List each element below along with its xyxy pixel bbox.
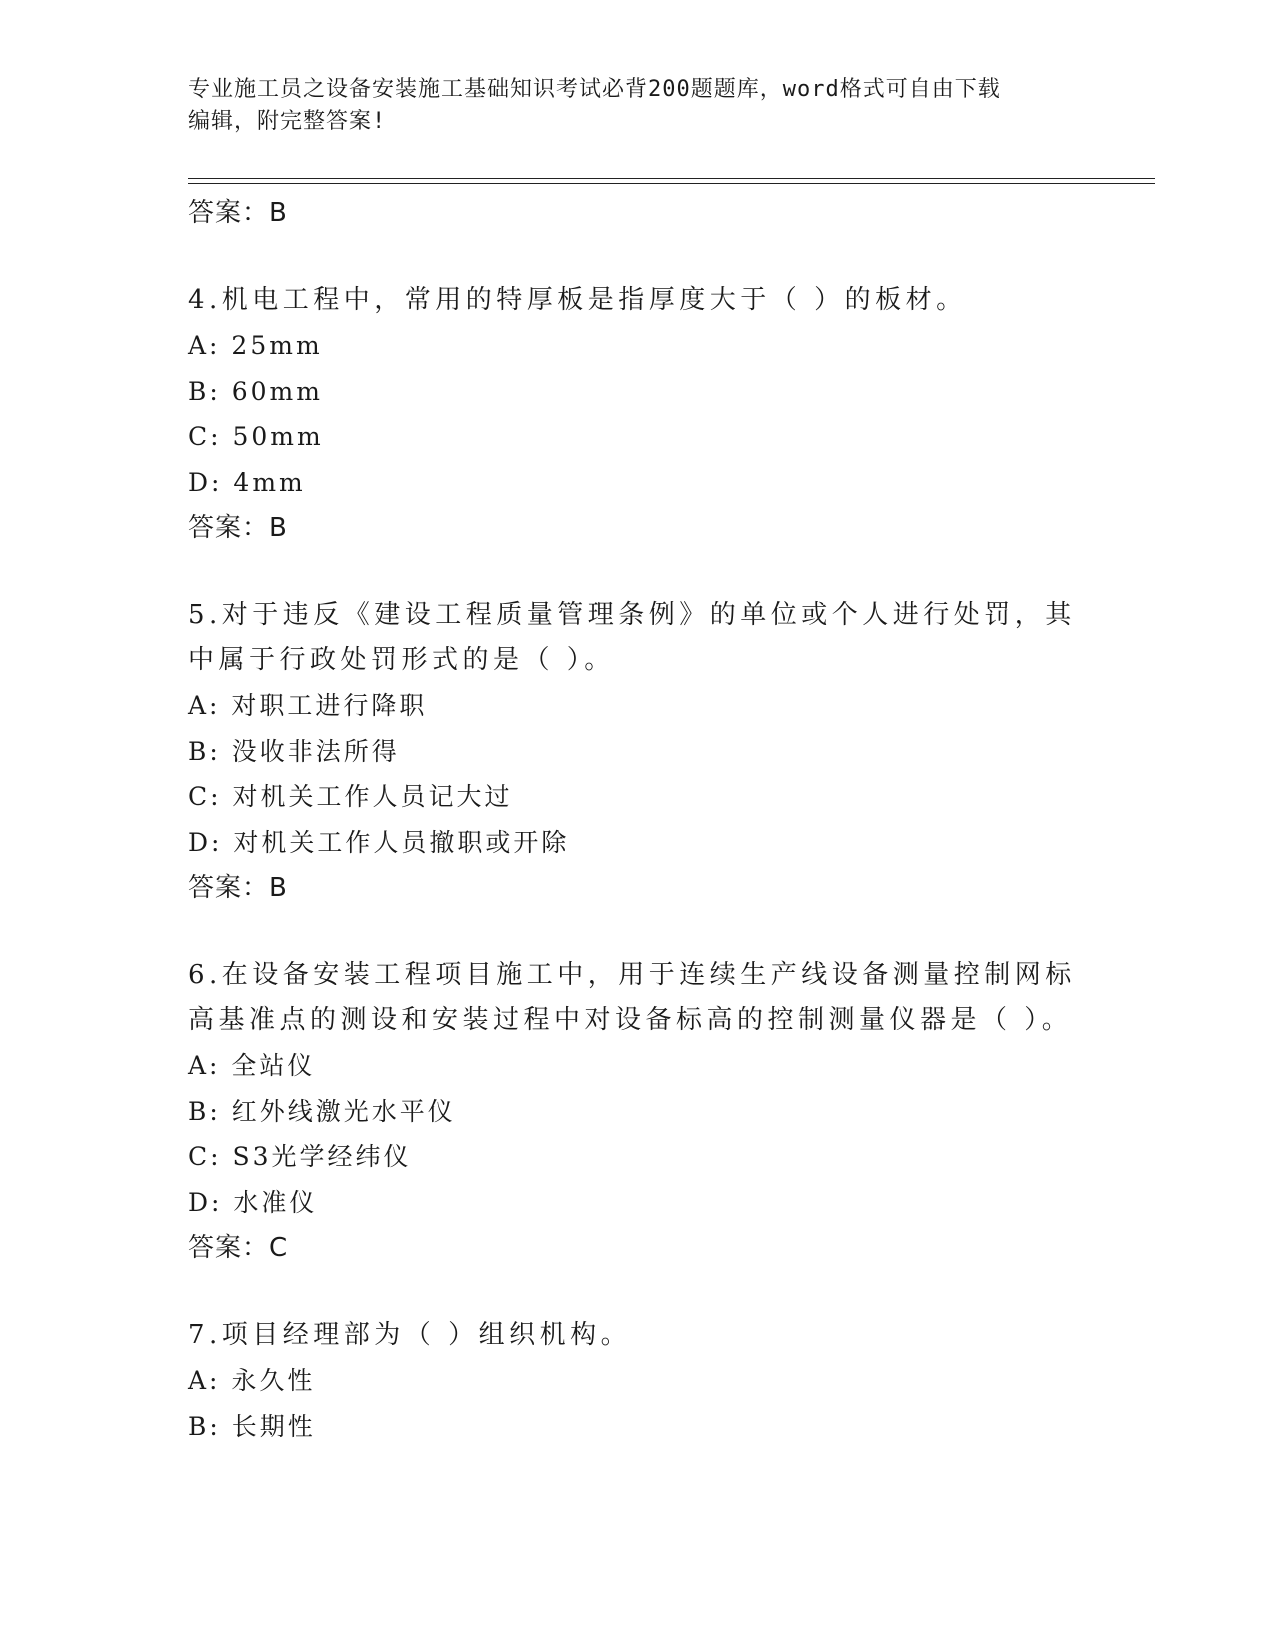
option-a: A: 全站仪 bbox=[188, 1051, 316, 1080]
option-b: B: 红外线激光水平仪 bbox=[188, 1096, 456, 1126]
question-4 bbox=[188, 278, 1088, 551]
answer-line: 答案：B bbox=[188, 873, 288, 903]
option-a: A: 永久性 bbox=[188, 1366, 316, 1395]
question-stem: 5.对于违反《建设工程质量管理条例》的单位或个人进行处罚，其中属于行政处罚形式的是（ ）。 bbox=[188, 600, 1076, 675]
option-c: C: S3光学经纬仪 bbox=[188, 1142, 412, 1171]
option-d: D: 4mm bbox=[188, 467, 306, 497]
answer-line: 答案：C bbox=[188, 1233, 289, 1263]
answer-line: 答案：B bbox=[188, 513, 288, 543]
option-d: D: 水准仪 bbox=[188, 1187, 318, 1217]
question-stem: 7.项目经理部为（ ）组织机构。 bbox=[188, 1320, 632, 1350]
header-line-1: 专业施工员之设备安装施工基础知识考试必背200题题库，word格式可自由下载 bbox=[188, 77, 1001, 102]
option-c: C: 对机关工作人员记大过 bbox=[188, 782, 513, 811]
option-a: A: 25mm bbox=[188, 331, 323, 360]
header-line-2: 编辑，附完整答案! bbox=[188, 109, 387, 134]
answer-line: 答案：B bbox=[188, 198, 288, 228]
option-c: C: 50mm bbox=[188, 422, 324, 451]
question-stem: 6.在设备安装工程项目施工中，用于连续生产线设备测量控制网标高基准点的测设和安装过程中对设备标高的控制测量仪器是（ ）。 bbox=[188, 960, 1076, 1035]
question-5 bbox=[188, 593, 1088, 911]
document-body bbox=[188, 190, 1088, 1449]
question-7 bbox=[188, 1313, 1088, 1449]
header-divider-bottom bbox=[188, 183, 1155, 184]
option-a: A: 对职工进行降职 bbox=[188, 691, 428, 720]
question-6 bbox=[188, 953, 1088, 1271]
question-stem: 4.机电工程中，常用的特厚板是指厚度大于（ ）的板材。 bbox=[188, 285, 967, 315]
option-d: D: 对机关工作人员撤职或开除 bbox=[188, 827, 570, 857]
document-header bbox=[188, 74, 1088, 138]
option-b: B: 60mm bbox=[188, 376, 323, 406]
option-b: B: 没收非法所得 bbox=[188, 736, 400, 766]
option-b: B: 长期性 bbox=[188, 1411, 316, 1441]
header-divider-top bbox=[188, 178, 1155, 179]
